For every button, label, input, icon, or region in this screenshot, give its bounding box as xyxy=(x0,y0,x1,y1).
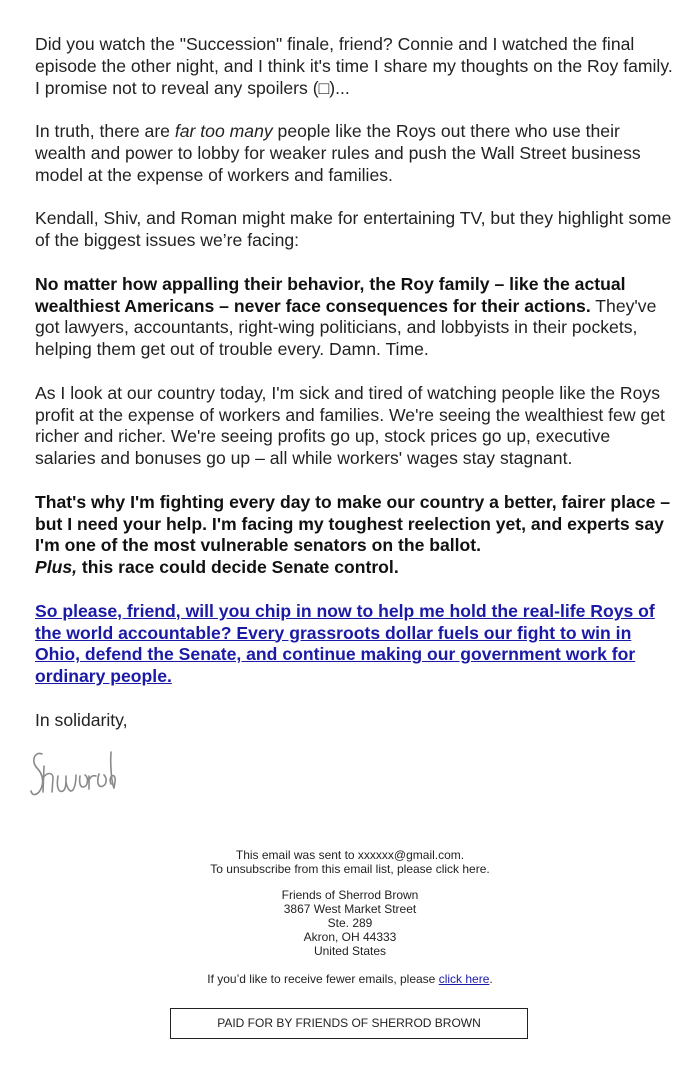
signature-image xyxy=(28,746,128,802)
org-name: Friends of Sherrod Brown xyxy=(281,888,419,902)
email-body xyxy=(35,34,675,753)
senate-control-text: this race could decide Senate control. xyxy=(77,557,399,578)
reelection-bold xyxy=(35,492,670,577)
consequences-paragraph xyxy=(35,274,675,361)
consequences-rest: They've got lawyers, accountants, right-wing politicians, and lobbyists in their pockets, helping them get out of trouble every. Damn. Time. xyxy=(35,295,657,360)
closing-text: In solidarity, xyxy=(35,709,128,730)
plus-emphasis: Plus, xyxy=(35,557,78,578)
fewer-emails-line xyxy=(0,972,700,986)
consequences-bold: No matter how appalling their behavior, the Roy family – like the actual wealthiest Americans – never face consequences for their actions. xyxy=(35,273,626,316)
address-city: Akron, OH 44333 xyxy=(303,930,397,944)
country-paragraph: As I look at our country today, I'm sick and tired of watching people like the Roys profit at the expense of workers and families. We're seeing the wealthiest few get richer and richer. We're seeing profits go up, stock prices go up, executive salaries and bonuses go up – all while workers' wages stay stagnant. xyxy=(35,382,665,469)
fewer-emails-prefix: If you’d like to receive fewer emails, please xyxy=(207,972,439,986)
donate-cta-link[interactable]: So please, friend, will you chip in now to help me hold the real-life Roys of the world accountable? Every grassroots dollar fuels our fight to win in Ohio, defend the Senate, and continue making our government work for ordinary people. xyxy=(35,600,655,687)
address-street: 3867 West Market Street xyxy=(283,902,417,916)
far-too-many-emphasis: far too many xyxy=(174,121,273,142)
address-country: United States xyxy=(313,944,387,958)
fewer-emails-link[interactable]: click here xyxy=(438,972,490,986)
paid-for-disclaimer: PAID FOR BY FRIENDS OF SHERROD BROWN xyxy=(170,1008,528,1039)
email-footer xyxy=(0,848,700,986)
reelection-text: That's why I'm fighting every day to make our country a better, fairer place – but I need your help. I'm facing my toughest reelection yet, and experts say I'm one of the most vulnerable senators on the ballot. xyxy=(35,491,671,556)
reelection-paragraph xyxy=(35,492,675,579)
issues-paragraph: Kendall, Shiv, and Roman might make for entertaining TV, but they highlight some of the biggest issues we’re facing: xyxy=(35,208,672,251)
roys-paragraph xyxy=(35,121,675,186)
unsubscribe-line[interactable]: To unsubscribe from this email list, please click here. xyxy=(210,862,490,876)
fewer-emails-suffix: . xyxy=(489,972,493,986)
cta-paragraph xyxy=(35,601,675,688)
sent-to-line: This email was sent to xxxxxx@gmail.com. xyxy=(235,848,465,862)
roys-paragraph-end: people like the Roys out there who use their wealth and power to lobby for weaker rules and push the Wall Street business model at the expense of workers and families. xyxy=(35,121,641,185)
intro-paragraph: Did you watch the "Succession" finale, friend? Connie and I watched the final episode the other night, and I think it's time I share my thoughts on the Roy family. I promise not to reveal any spoilers (□)... xyxy=(35,34,673,98)
roys-paragraph-start: In truth, there are xyxy=(35,121,175,142)
address-suite: Ste. 289 xyxy=(327,916,373,930)
